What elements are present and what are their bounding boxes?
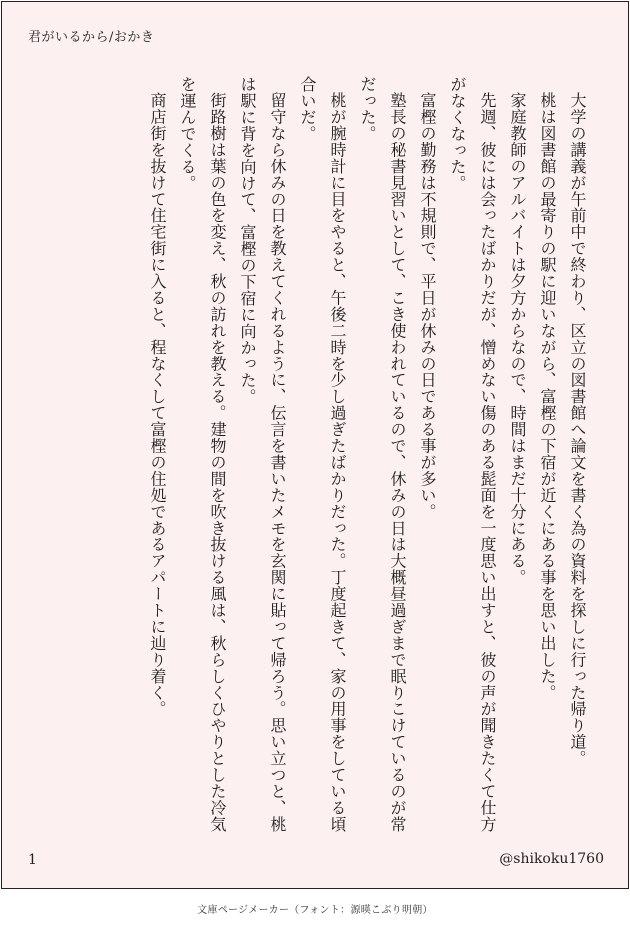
- paragraph: 留守なら休みの日を教えてくれるように、伝言を書いたメモを玄関に貼って帰ろう。思い立つと、桃は駅に背を向けて、富樫の下宿に向かった。: [238, 76, 287, 833]
- paragraph: 先週、彼には会ったばかりだが、憎めない傷のある髭面を一度思い出すと、彼の声が聞きたくて仕方がなくなった。: [448, 76, 497, 833]
- page-header-title: 君がいるから/おかき: [28, 30, 155, 45]
- vertical-text-body: [142, 76, 592, 846]
- paragraph: 塾長の秘書見習いとして、こき使われているので、休みの日は大概昼過ぎまで眠りこけているのが常だった。: [358, 76, 407, 833]
- paragraph: 街路樹は葉の色を変え、秋の訪れを教える。建物の間を吹き抜ける風は、秋らしくひやりとした冷気を運んでくる。: [178, 76, 227, 833]
- page-card: [1, 1, 629, 889]
- paragraph: 桃が腕時計に目をやると、午後二時を少し過ぎたばかりだった。丁度起きて、家の用事をしている頃合いだ。: [298, 76, 347, 833]
- paragraph: 家庭教師のアルバイトは夕方からなので、時間はまだ十分にある。: [508, 92, 527, 586]
- generator-credit: 文庫ページメーカー（フォント：源暎こぶり明朝）: [197, 905, 433, 916]
- paragraph: 商店街を抜けて住宅街に入ると、程なくして富樫の住処であるアパートに辿り着く。: [148, 92, 167, 718]
- page-number: 1: [28, 852, 37, 868]
- author-handle: @shikoku1760: [499, 851, 604, 867]
- paragraph: 富樫の勤務は不規則で、平日が休みの日である事が多い。: [418, 92, 437, 520]
- paragraph: 桃は図書館の最寄りの駅に迎いながら、富樫の下宿が近くにある事を思い出した。: [538, 92, 557, 701]
- paragraph: 大学の講義が午前中で終わり、区立の図書館へ論文を書く為の資料を探しに行った帰り道。: [568, 92, 587, 767]
